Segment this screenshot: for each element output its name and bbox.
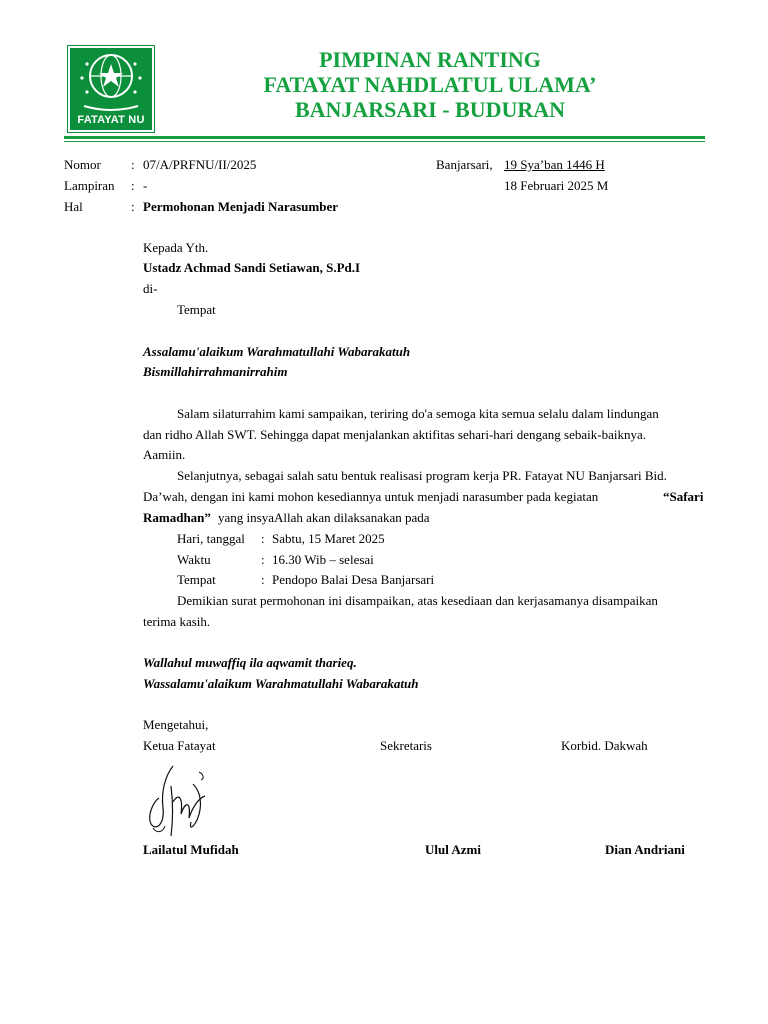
recipient-tempat: Tempat (177, 302, 216, 317)
detail-label-time: Waktu (177, 552, 211, 567)
letter-place: Banjarsari, (436, 157, 493, 172)
nomor-label: Nomor (64, 157, 101, 172)
body-p3-line1: Demikian surat permohonan ini disampaikan, atas kesediaan dan kerjasamanya disampaikan (177, 593, 658, 608)
detail-value-time: 16.30 Wib – selesai (272, 552, 374, 567)
body-p3-line2: terima kasih. (143, 614, 211, 629)
closing-line1: Wallahul muwaffiq ila aqwamit tharieq. (143, 655, 357, 670)
recipient-name: Ustadz Achmad Sandi Setiawan, S.Pd.I (143, 260, 361, 275)
body-p1-line3: Aamiin. (143, 447, 186, 462)
lampiran-label: Lampiran (64, 178, 115, 193)
date-masehi: 18 Februari 2025 M (504, 178, 609, 193)
header-divider-thin (64, 141, 705, 142)
handwritten-signature (143, 762, 223, 842)
detail-label-date: Hari, tanggal (177, 531, 245, 546)
recipient-kepada: Kepada Yth. (143, 240, 209, 255)
role-sekretaris: Sekretaris (380, 738, 432, 753)
name-ketua: Lailatul Mufidah (143, 842, 239, 857)
hal-value: Permohonan Menjadi Narasumber (143, 199, 338, 214)
body-p2-line2: Da’wah, dengan ini kami mohon kesediannya untuk menjadi narasumber pada kegiatan (143, 489, 599, 504)
nomor-value: 07/A/PRFNU/II/2025 (143, 157, 257, 172)
colon: : (131, 178, 135, 193)
event-name-part2: Ramadhan” (143, 510, 211, 525)
colon: : (261, 572, 265, 587)
name-korbid: Dian Andriani (605, 842, 685, 857)
body-p1-line2: dan ridho Allah SWT. Sehingga dapat menjalankan aktifitas sehari-hari dengang sebaik-baiknya. (143, 427, 646, 442)
detail-value-date: Sabtu, 15 Maret 2025 (272, 531, 385, 546)
colon: : (131, 157, 135, 172)
body-p1-line1: Salam silaturrahim kami sampaikan, teriring do'a semoga kita semua selalu dalam lindungan (177, 406, 659, 421)
organization-logo (68, 46, 154, 132)
mengetahui-label: Mengetahui, (143, 717, 209, 732)
detail-value-place: Pendopo Balai Desa Banjarsari (272, 572, 435, 587)
role-korbid: Korbid. Dakwah (561, 738, 648, 753)
body-p2-line1: Selanjutnya, sebagai salah satu bentuk realisasi program kerja PR. Fatayat NU Banjarsari Bid. (177, 468, 667, 483)
closing-line2: Wassalamu'alaikum Warahmatullahi Wabarakatuh (143, 676, 419, 691)
header-line-2: FATAYAT NAHDLATUL ULAMA’ (263, 72, 597, 97)
role-ketua: Ketua Fatayat (143, 738, 216, 753)
name-sekretaris: Ulul Azmi (425, 842, 481, 857)
date-hijri: 19 Sya’ban 1446 H (504, 157, 605, 172)
logo-text: FATAYAT NU (77, 114, 145, 126)
recipient-di: di- (143, 281, 158, 296)
greeting-basmalah: Bismillahirrahmanirrahim (143, 364, 288, 379)
header-line-1: PIMPINAN RANTING (319, 47, 541, 72)
colon: : (261, 552, 265, 567)
hal-label: Hal (64, 199, 83, 214)
colon: : (131, 199, 135, 214)
lampiran-value: - (143, 178, 148, 193)
event-name-part1: “Safari (663, 489, 704, 504)
greeting-salam: Assalamu'alaikum Warahmatullahi Wabarakatuh (143, 344, 411, 359)
body-p2-line3: yang insyaAllah akan dilaksanakan pada (218, 510, 430, 525)
header-divider (64, 136, 705, 139)
colon: : (261, 531, 265, 546)
header-line-3: BANJARSARI - BUDURAN (294, 97, 566, 122)
detail-label-place: Tempat (177, 572, 216, 587)
